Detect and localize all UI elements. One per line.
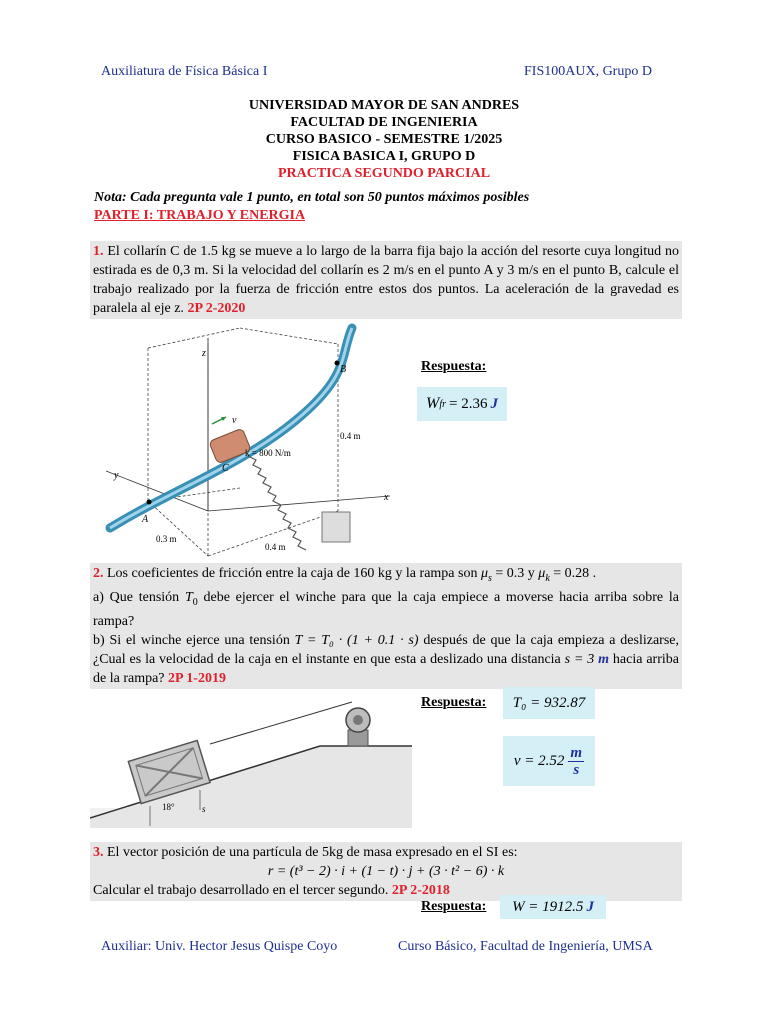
part-title: PARTE I: TRABAJO Y ENERGIA (94, 208, 306, 223)
fig1-label-a: A (142, 514, 149, 525)
footer-right: Curso Básico, Facultad de Ingeniería, UMSA (398, 939, 653, 954)
q3-answer-unit: J (586, 898, 594, 915)
q3-equation: r = (t³ − 2) · i + (1 − t) · j + (3 · t² − 6) · k (267, 864, 505, 879)
title-university: UNIVERSIDAD MAYOR DE SAN ANDRES (248, 98, 520, 113)
q3-tag: 2P 2-2018 (391, 883, 450, 898)
fig1-dim-03: 0.3 m (156, 534, 177, 544)
q2-number: 2. (93, 566, 104, 581)
q2-part-a-1: a) Que tensión (93, 589, 185, 605)
q1-answer-box (417, 387, 507, 421)
q2-mu-s-val: = 0.3 y (491, 566, 539, 581)
q1-tag: 2P 2-2020 (187, 301, 246, 316)
q2-line1: Los coeficientes de fricción entre la caja de 160 kg y la rampa son (107, 566, 481, 581)
title-subject: FISICA BASICA I, GRUPO D (292, 149, 476, 164)
q3-number: 3. (93, 845, 104, 860)
q2-mu-s-sub: s (487, 572, 492, 584)
fig1-label-y: y (114, 470, 119, 481)
fig2-label-s: s (202, 804, 206, 814)
note: Nota: Cada pregunta vale 1 punto, en total son 50 puntos máximos posibles (94, 190, 530, 205)
q2-mu-k: μ (538, 566, 546, 581)
q2-answer-2-box (503, 736, 595, 786)
q2-t0: T (184, 589, 193, 605)
fig1-label-x: x (384, 492, 389, 503)
q1-answer-lhs: W (426, 395, 440, 412)
q3-line3: Calcular el trabajo desarrollado en el tercer segundo. (93, 883, 389, 898)
question-1 (90, 241, 682, 319)
fig1-label-k: k = 800 N/m (245, 448, 291, 458)
fig1-label-v: v (232, 415, 237, 426)
q2-part-b-m: m (598, 651, 610, 667)
q2-mu-s: μ (480, 566, 488, 581)
q2-part-b-2: después de que la caja empieza a deslizarse, ¿Cual es la velocidad de la caja en el instante en que esta a deslizado una distancia (93, 632, 680, 667)
q1-answer-value: = 2.36 (449, 395, 488, 412)
q2-mu-k-sub: k (545, 572, 550, 584)
q2-answer-2-num: m (570, 744, 583, 761)
q2-answer-2-lhs: v = 2.52 (513, 752, 565, 769)
fig1-dim-04-right: 0.4 m (340, 431, 361, 441)
ramp-winch-figure (90, 698, 412, 828)
header-left: Auxiliatura de Física Básica I (101, 64, 268, 79)
q3-answer-label: Respuesta: (421, 899, 487, 914)
q2-part-b-eq: T = T₀ · (1 + 0.1 · s) (294, 632, 419, 648)
question-2 (90, 563, 682, 689)
fig1-label-z: z (202, 348, 206, 359)
q2-answer-label: Respuesta: (421, 695, 487, 710)
q3-line1: El vector posición de una partícula de 5kg de masa expresado en el SI es: (107, 845, 518, 860)
title-practice: PRACTICA SEGUNDO PARCIAL (277, 166, 491, 181)
q1-number: 1. (93, 244, 104, 259)
q2-answer-2-fraction (568, 745, 584, 778)
q2-answer-1: T₀ = 932.87 (512, 694, 586, 711)
q2-mu-k-val: = 0.28 . (549, 566, 597, 581)
header-right: FIS100AUX, Grupo D (524, 64, 652, 79)
q2-answer-2-den: s (573, 761, 580, 778)
q2-t0-sub: 0 (192, 596, 198, 608)
collar-bar-figure (100, 316, 400, 560)
title-course: CURSO BASICO - SEMESTRE 1/2025 (265, 132, 503, 147)
q2-part-b-1: b) Si el winche ejerce una tensión (93, 632, 295, 648)
q1-answer-unit: J (490, 395, 498, 412)
fig2-angle: 18° (162, 802, 175, 812)
q2-part-a-2: debe ejercer el winche para que la caja empiece a moverse hacia arriba sobre la rampa? (93, 589, 679, 629)
footer-left: Auxiliar: Univ. Hector Jesus Quispe Coyo (101, 939, 338, 954)
title-faculty: FACULTAD DE INGENIERIA (290, 115, 478, 130)
q2-answer-1-box (503, 687, 595, 719)
question-3 (90, 842, 682, 901)
fig1-label-b: B (340, 364, 347, 375)
q1-text: El collarín C de 1.5 kg se mueve a lo largo de la barra fija bajo la acción del resorte cuya longitud no estirada es de 0,3 m. Si la velocidad del collarín es 2 m/s en el punto A y 3 m/s en el punto B, calcule el trabajo realizado por la fuerza de fricción entre estos dos puntos. La aceleración de la gravedad es paralela al eje z. (93, 244, 679, 316)
q3-answer-box (500, 895, 606, 919)
fig1-dim-04-bottom: 0.4 m (265, 542, 286, 552)
q3-answer-value: W = 1912.5 (512, 898, 584, 915)
fig1-label-c: C (222, 463, 229, 474)
q2-tag: 2P 1-2019 (168, 670, 226, 686)
q2-part-b-s: s = 3 (564, 651, 599, 667)
q1-answer-label: Respuesta: (421, 359, 487, 374)
q2-part-b-3: hacia arriba de la rampa? (93, 651, 679, 686)
q1-answer-sub: fr (439, 398, 447, 410)
